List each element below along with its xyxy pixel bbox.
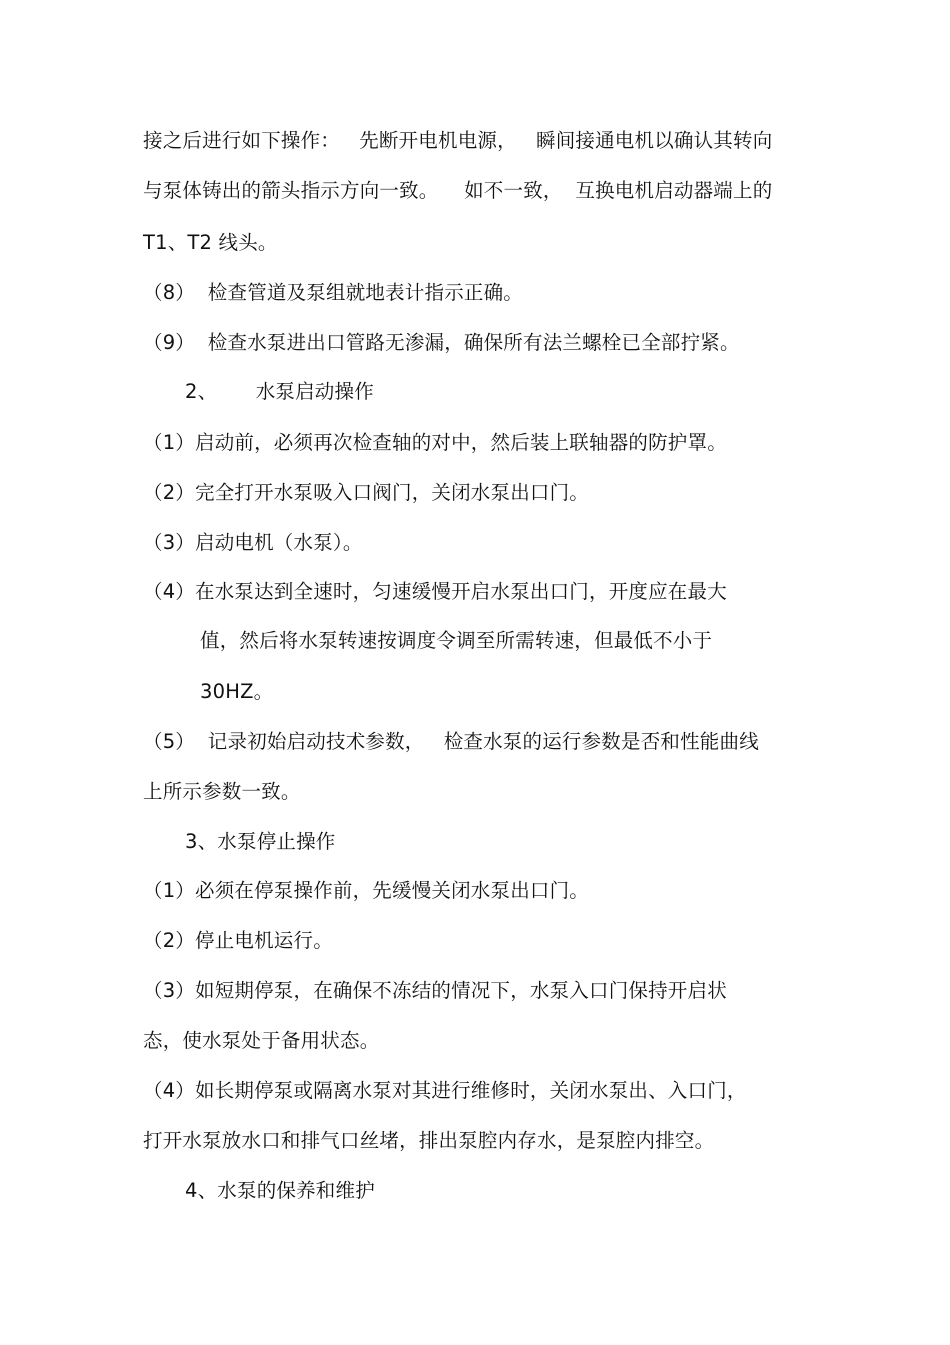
text-line: （3）如短期停泵，在确保不冻结的情况下，水泵入口门保持开启状 (143, 979, 727, 1002)
text-line: 30HZ。 (200, 680, 274, 703)
text-line: 接之后进行如下操作： 先断开电机电源， 瞬间接通电机以确认其转向 (143, 129, 773, 152)
text-line: （3）启动电机（水泵）。 (143, 531, 363, 554)
text-line: 与泵体铸出的箭头指示方向一致。 如不一致， 互换电机启动器端上的 (143, 179, 773, 202)
text-line: （4）如长期停泵或隔离水泵对其进行维修时，关闭水泵出、入口门， (143, 1079, 747, 1102)
text-line: （1）启动前，必须再次检查轴的对中，然后装上联轴器的防护罩。 (143, 431, 727, 454)
text-line: （4）在水泵达到全速时，匀速缓慢开启水泵出口门，开度应在最大 (143, 580, 727, 603)
section-heading: 4、水泵的保养和维护 (185, 1179, 375, 1202)
text-line: （8） 检查管道及泵组就地表计指示正确。 (143, 281, 524, 304)
text-line: （2）完全打开水泵吸入口阀门，关闭水泵出口门。 (143, 481, 590, 504)
text-line: T1、T2 线头。 (143, 231, 278, 254)
text-line: （9） 检查水泵进出口管路无渗漏，确保所有法兰螺栓已全部拧紧。 (143, 331, 740, 354)
section-heading: 2、 水泵启动操作 (185, 380, 374, 403)
text-line: 态，使水泵处于备用状态。 (143, 1029, 380, 1052)
text-line: （2）停止电机运行。 (143, 929, 333, 952)
text-line: （1）必须在停泵操作前，先缓慢关闭水泵出口门。 (143, 879, 590, 902)
section-heading: 3、水泵停止操作 (185, 830, 336, 853)
text-line: 值，然后将水泵转速按调度令调至所需转速，但最低不小于 (200, 629, 713, 652)
text-line: 上所示参数一致。 (143, 780, 301, 803)
text-line: 打开水泵放水口和排气口丝堵，排出泵腔内存水，是泵腔内排空。 (143, 1129, 715, 1152)
text-line: （5） 记录初始启动技术参数， 检查水泵的运行参数是否和性能曲线 (143, 730, 759, 753)
